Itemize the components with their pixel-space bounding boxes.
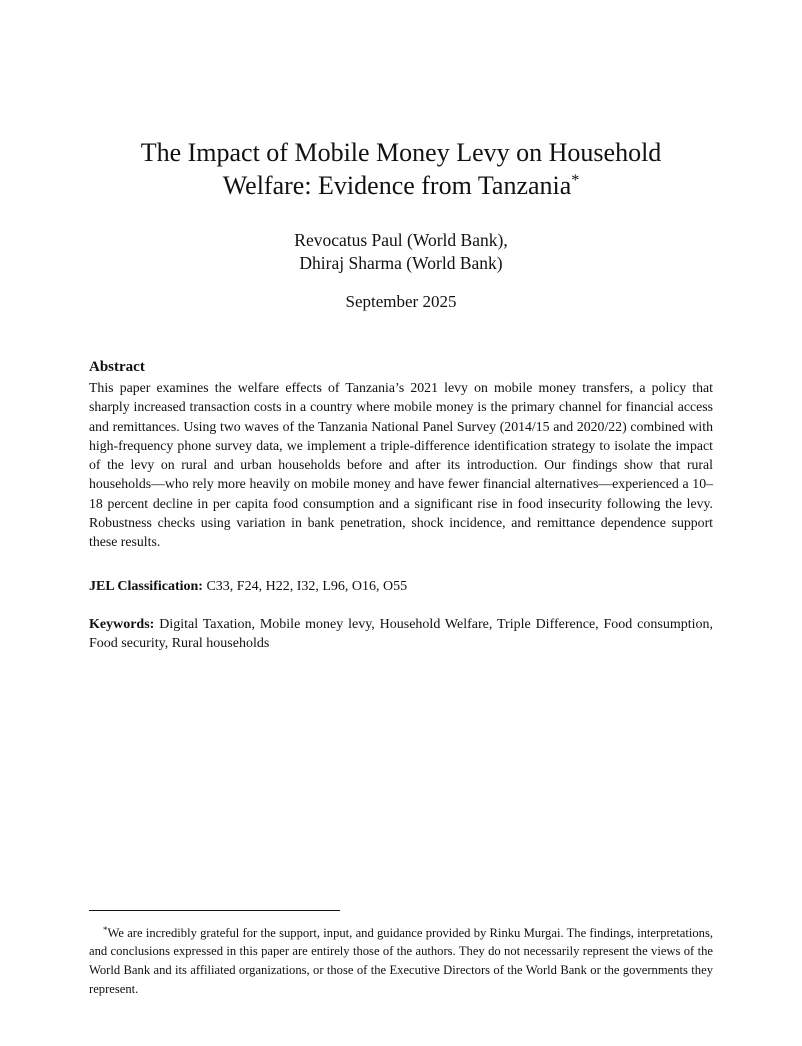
paper-title: [89, 136, 713, 202]
abstract-heading: Abstract: [89, 359, 145, 375]
jel-codes: C33, F24, H22, I32, L96, O16, O55: [206, 578, 408, 594]
keywords-text: Digital Taxation, Mobile money levy, Household Welfare, Triple Difference, Food consumption, Food security, Rural households: [89, 616, 714, 652]
abstract-text: This paper examines the welfare effects of Tanzania’s 2021 levy on mobile money transfers, a policy that sharply increased transaction costs in a country where mobile money is the primary channel for financial access and remittances. Using two waves of the Tanzania National Panel Survey (2014/15 and 2020/22) combined with high-frequency phone survey data, we implement a triple-difference identification strategy to isolate the impact of the levy on rural and urban households before and after its introduction. Our findings show that rural households—who rely more heavily on mobile money and have fewer financial alternatives—experienced a 10–18 percent decline in per capita food consumption and a significant rise in food insecurity following the levy. Robustness checks using variation in bank penetration, shock incidence, and remittance dependence support these results.: [89, 380, 713, 550]
footnote: [89, 924, 713, 999]
authors-block: [89, 229, 713, 275]
footnote-area: [89, 910, 713, 1011]
footnote-text: We are incredibly grateful for the support, input, and guidance provided by Rinku Murgai. The findings, interpretations, and conclusions expressed in this paper are entirely those of the authors. They do not necessarily represent the views of the World Bank and its affiliated organizations, or those of the Executive Directors of the World Bank or the governments they represent.: [89, 925, 713, 996]
footnote-rule: [89, 910, 340, 911]
author-line-1: Revocatus Paul (World Bank),: [294, 230, 508, 250]
author-line-2: Dhiraj Sharma (World Bank): [299, 253, 503, 273]
jel-classification-line: [89, 577, 713, 596]
footnote-marker: *: [103, 924, 108, 935]
title-line-2: Welfare: Evidence from Tanzania: [222, 171, 572, 200]
keywords-line: [89, 615, 713, 654]
keywords-label: Keywords:: [89, 616, 155, 632]
page-content: [0, 136, 802, 654]
title-line-1: The Impact of Mobile Money Levy on Household: [140, 138, 662, 167]
title-thanks-marker: *: [571, 172, 580, 189]
jel-label: JEL Classification:: [89, 578, 203, 594]
paper-date: September 2025: [345, 292, 457, 311]
